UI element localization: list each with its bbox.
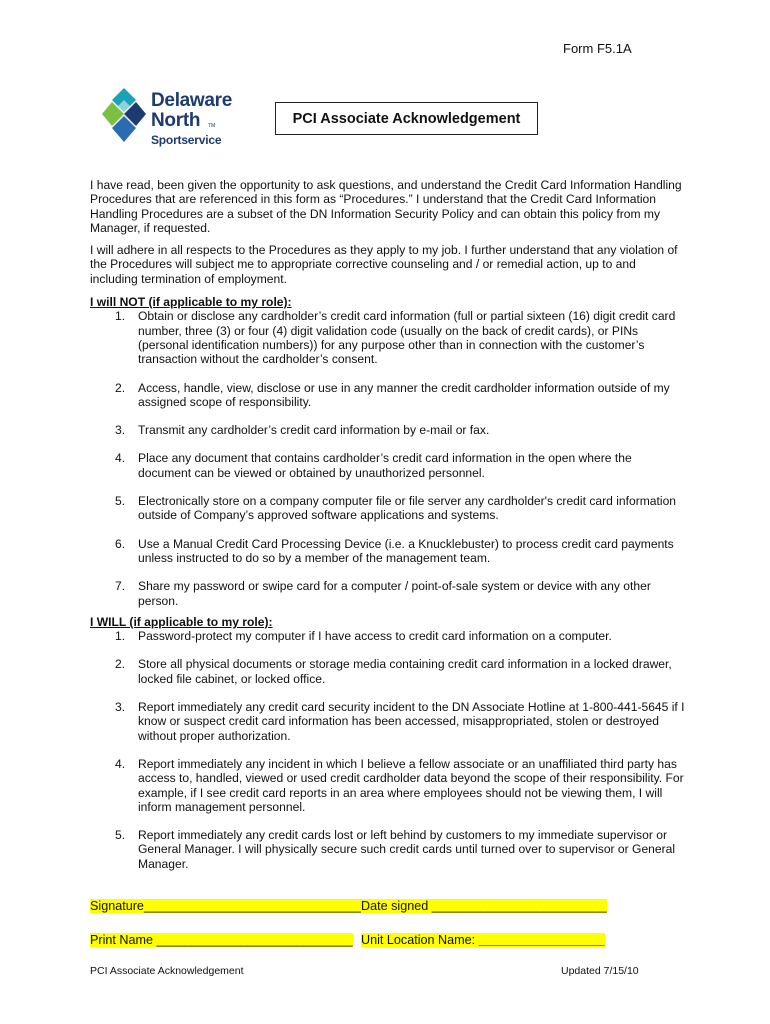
list-item-number: 5. [115, 494, 126, 509]
list-item-number: 2. [115, 380, 126, 395]
footer-updated-date: Updated 7/15/10 [561, 965, 639, 977]
date-signed-field[interactable] [361, 899, 607, 913]
list-item [90, 494, 686, 523]
list-item-number: 1. [115, 629, 126, 644]
signature-label[interactable]: Signature_______________________________ [90, 899, 362, 913]
list-item [90, 757, 686, 814]
form-id: Form F5.1A [563, 41, 632, 56]
will-heading: I WILL (if applicable to my role): [90, 614, 273, 629]
list-item-text: Report immediately any credit cards lost or left behind by customers to my immediate supervisor or General Manager. I will physically secure such credit cards until turned over to supervisor or General Manager. [138, 828, 676, 871]
list-item-text: Share my password or swipe card for a computer / point-of-sale system or device with any other person. [138, 579, 651, 608]
list-item-number: 3. [115, 423, 126, 438]
logo-word-north: North [151, 110, 201, 131]
list-item-text: Transmit any cardholder’s credit card information by e-mail or fax. [138, 423, 490, 438]
will-list [90, 629, 686, 871]
list-item [90, 657, 686, 686]
list-item-text: Obtain or disclose any cardholder’s credit card information (full or partial sixteen (16) digit credit card number, three (3) or four (4) digit validation code (usually on the back of credit cards), or PINs (personal identification numbers)) for any purpose other than in connection with the customer’s transaction without the cardholder’s consent. [138, 309, 676, 367]
list-item [90, 629, 686, 643]
list-item-number: 2. [115, 657, 126, 672]
intro-paragraph-1: I have read, been given the opportunity to ask questions, and understand the Credit Card Information Handling Procedures that are referenced in this form as “Procedures.” I understand that the Credit Card Information Handling Procedures are a subset of the DN Information Security Policy and can obtain this policy from my Manager, if requested. [90, 178, 682, 235]
intro-paragraph-2: I will adhere in all respects to the Procedures as they apply to my job. I further understand that any violation of the Procedures will subject me to appropriate corrective counseling and / or remedial action, up to and including termination of employment. [90, 243, 678, 286]
list-item-text: Password-protect my computer if I have access to credit card information on a computer. [138, 629, 612, 644]
will-not-list [90, 309, 686, 607]
list-item-text: Electronically store on a company computer file or file server any cardholder's credit card information outside of Company’s approved software applications and systems. [138, 494, 677, 523]
print-name-label[interactable]: Print Name ____________________________ [90, 933, 353, 947]
list-item-text: Use a Manual Credit Card Processing Device (i.e. a Knucklebuster) to process credit card payments unless instructed to do so by a member of the management team. [138, 536, 674, 565]
logo-word-delaware: Delaware [151, 90, 233, 111]
list-item-number: 4. [115, 451, 126, 466]
list-item-number: 6. [115, 536, 126, 551]
list-item [90, 828, 686, 871]
logo-word-sportservice: Sportservice [151, 133, 222, 147]
list-item-text: Report immediately any credit card security incident to the DN Associate Hotline at 1-800-441-5645 if I know or suspect credit card information has been accessed, misappropriated, stolen or destroyed without proper authorization. [138, 700, 685, 743]
list-item [90, 423, 686, 437]
print-name-field[interactable] [90, 933, 353, 947]
list-item [90, 309, 686, 366]
list-item-number: 4. [115, 756, 126, 771]
list-item-text: Access, handle, view, disclose or use in any manner the credit cardholder information outside of my assigned scope of responsibility. [138, 380, 670, 409]
list-item-number: 3. [115, 700, 126, 715]
signature-field[interactable] [90, 899, 361, 913]
list-item-text: Store all physical documents or storage media containing credit card information in a locked drawer, locked file cabinet, or locked office. [138, 657, 672, 686]
document-body [90, 178, 686, 877]
list-item [90, 579, 686, 608]
date-signed-label[interactable]: Date signed _________________________ [361, 899, 607, 913]
logo-trademark: TM [208, 123, 216, 129]
list-item [90, 381, 686, 410]
list-item-number: 1. [115, 309, 126, 324]
list-item [90, 537, 686, 566]
unit-location-line[interactable]: __________________ [478, 933, 605, 947]
will-not-heading: I will NOT (if applicable to my role): [90, 295, 292, 310]
unit-location-label[interactable]: Unit Location Name: [361, 933, 479, 947]
footer-title: PCI Associate Acknowledgement [90, 965, 244, 977]
list-item-number: 7. [115, 579, 126, 594]
unit-location-field[interactable] [361, 933, 605, 947]
list-item-text: Place any document that contains cardholder’s credit card information in the open where the document can be viewed or obtained by unauthorized personnel. [138, 451, 632, 480]
delaware-north-logo [100, 86, 240, 148]
list-item-number: 5. [115, 828, 126, 843]
list-item [90, 451, 686, 480]
logo-emblem-icon [100, 86, 148, 146]
document-title: PCI Associate Acknowledgement [275, 102, 538, 135]
list-item [90, 700, 686, 743]
list-item-text: Report immediately any incident in which I believe a fellow associate or an unaffiliated third party has access to, handled, viewed or used credit cardholder data beyond the scope of their responsibility. For example, if I see credit card reports in an area where employees should not be viewing them, I will inform management personnel. [138, 756, 684, 814]
